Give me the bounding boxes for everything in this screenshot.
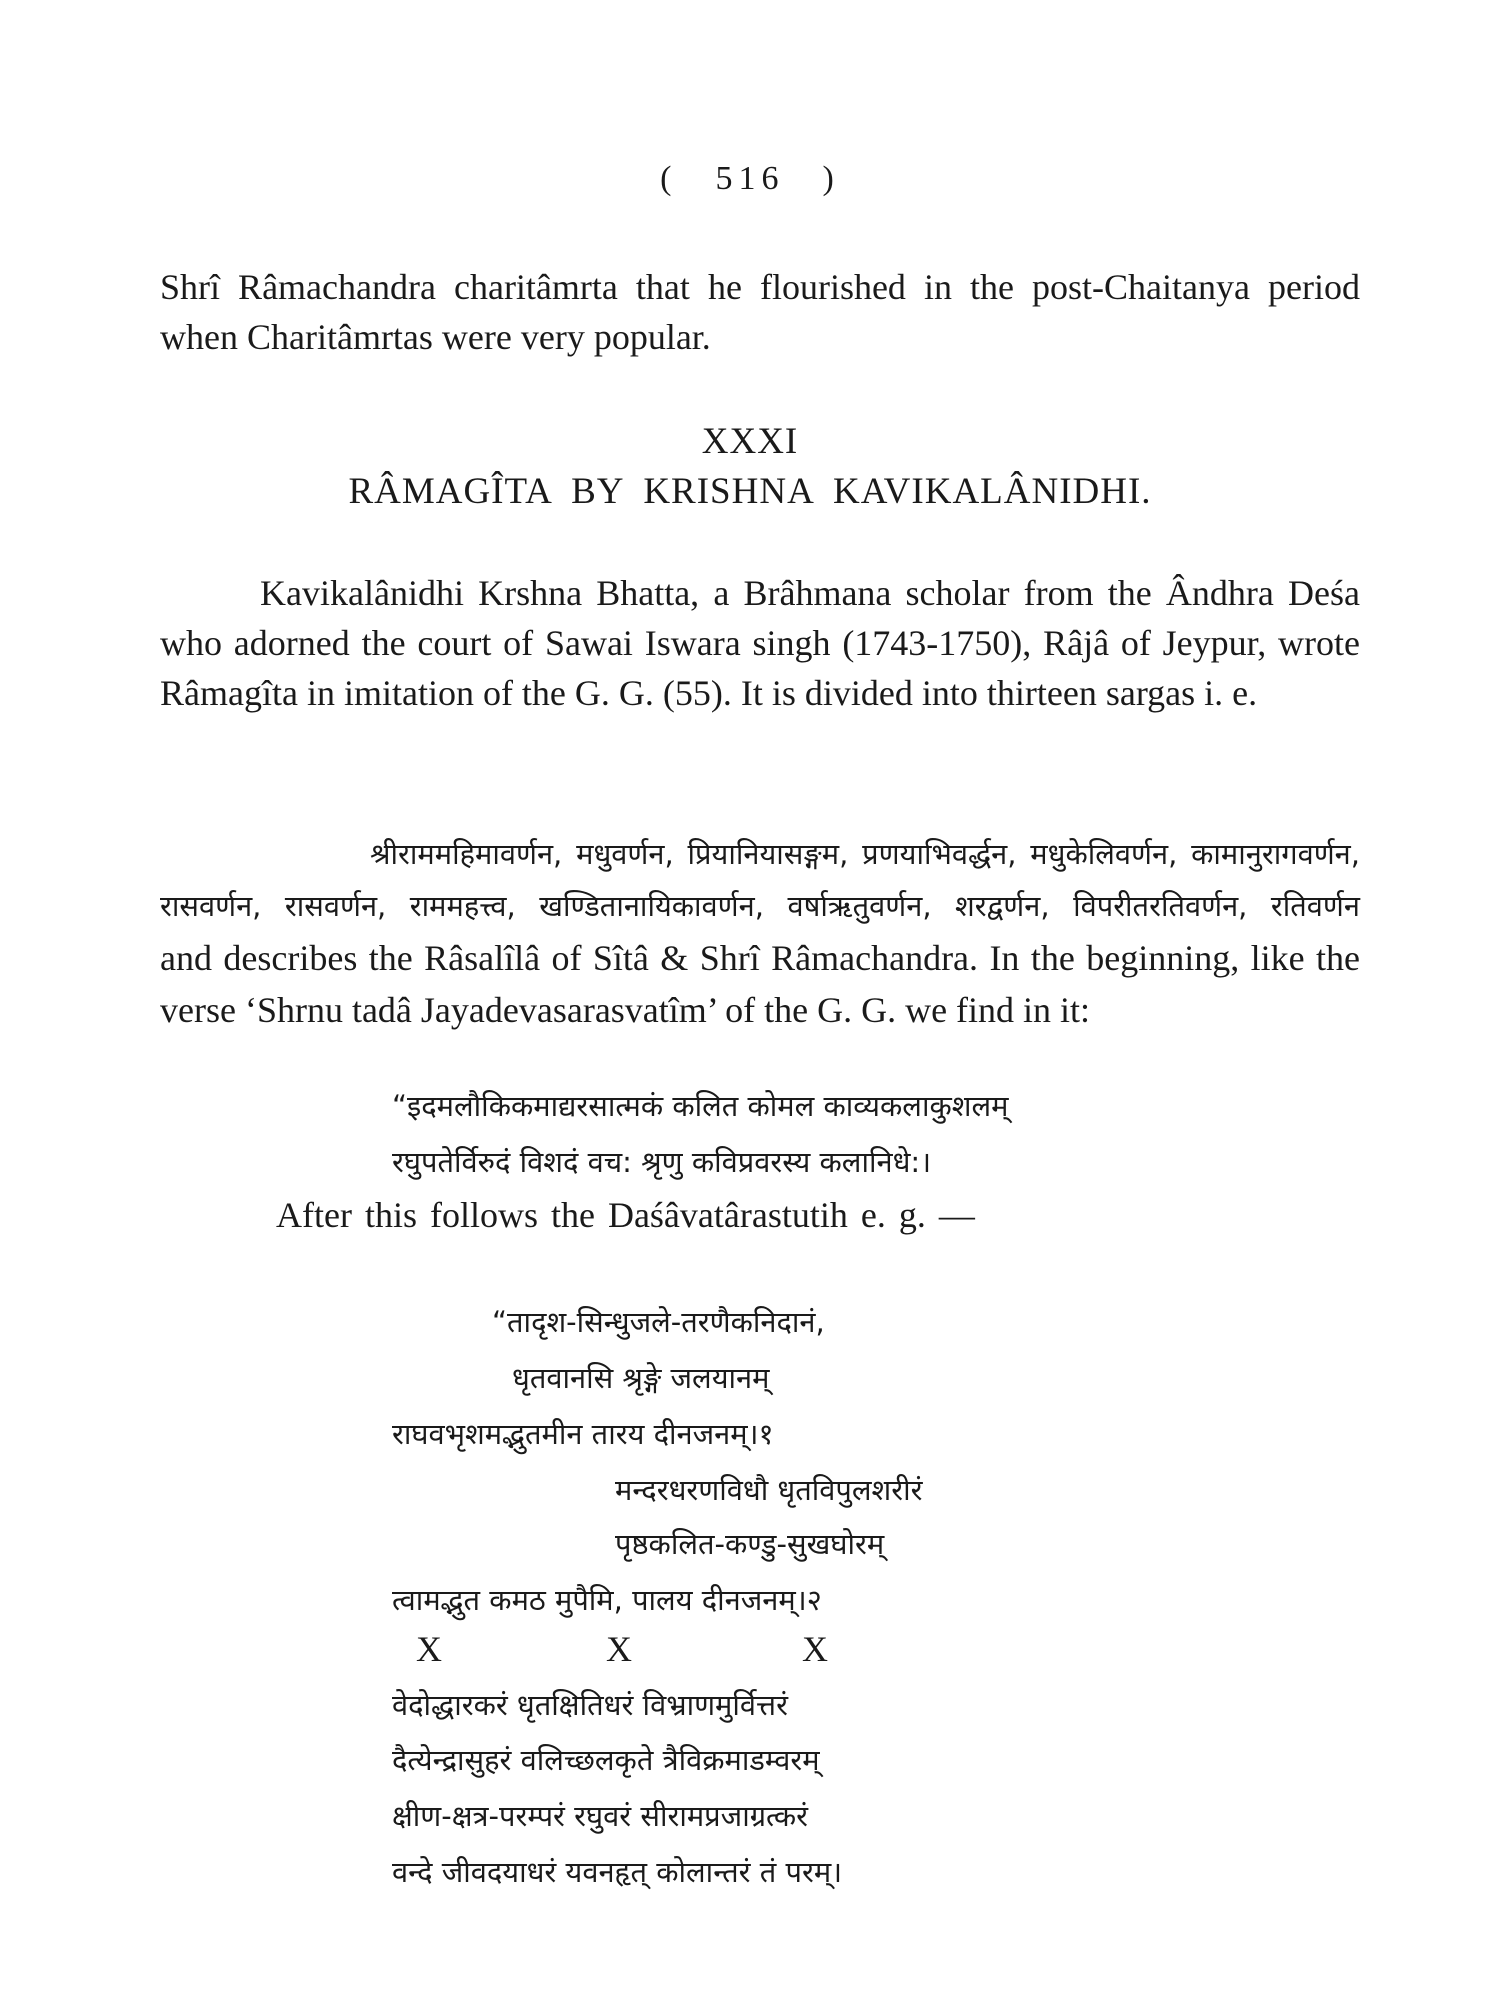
sarga-paragraph (160, 828, 1360, 1036)
stotra-line-2: धृतवानसि श्रृङ्गे जलयानम् (512, 1361, 770, 1395)
omission-mark: X (416, 1629, 442, 1669)
body-paragraph-2: Kavikalânidhi Krshna Bhatta, a Brâhmana scholar from the Ândhra Deśa who adorned the court of Sawai Iswara singh (1743-1750), Râjâ of Jeypur, wrote Râmagîta in imitation of the G. G. (55). It is divided into thirteen sargas i. e. (160, 573, 1360, 713)
stotra-line-9: क्षीण-क्षत्र-परम्परं रघुवरं सीरामप्रजाग्रत्करं (392, 1799, 809, 1833)
stotra-line-5: पृष्ठकलित-कण्डु-सुखघोरम् (615, 1527, 885, 1561)
quote-line-1: “इदमलौकिकमाद्यरसात्मकं कलित कोमल काव्यकलाकुशलम् (392, 1089, 1009, 1123)
omission-mark: X (802, 1629, 828, 1669)
section-title: RÂMAGÎTA BY KRISHNA KAVIKALÂNIDHI. (348, 471, 1152, 512)
intro-paragraph: Shrî Râmachandra charitâmrta that he flourished in the post-Chaitanya period when Charitâmrtas were very popular. (160, 267, 1360, 357)
page-number (0, 160, 1500, 198)
page-number-open: ( (660, 160, 678, 197)
stotra-line-4: मन्दरधरणविधौ धृतविपुलशरीरं (615, 1473, 923, 1507)
stotra-line-1: “तादृश-सिन्धुजले-तरणैकनिदानं, (492, 1305, 825, 1339)
sarga-list-line-2: रासवर्णन, रासवर्णन, राममहत्त्व, खण्डितानायिकावर्णन, वर्षाऋतुवर्णन, शरद्वर्णन, विपरीतरतिवर्णन, रतिवर्णन (160, 889, 1360, 923)
after-line: After this follows the Daśâvatârastutih e. g. — (276, 1195, 975, 1235)
omission-mark: X (606, 1629, 632, 1669)
stotra-line-3: राघवभृशमद्भुतमीन तारय दीनजनम्।१ (392, 1417, 774, 1451)
stotra-line-6: त्वामद्भुत कमठ मुपैमि, पालय दीनजनम्।२ (392, 1583, 822, 1617)
sarga-list-line-1: श्रीराममहिमावर्णन, मधुवर्णन, प्रियानियासङ्गम, प्रणयाभिवर्द्धन, मधुकेलिवर्णन, कामानुरागवर्णन, (370, 837, 1360, 871)
body-paragraph-3: and describes the Râsalîlâ of Sîtâ & Shrî Râmachandra. In the beginning, like the verse ‘Shrnu tadâ Jayadevasarasvatîm’ of the G. G. we find in it: (160, 938, 1360, 1030)
section-number: XXXI (701, 421, 799, 462)
stotra-line-8: दैत्येन्द्रासुहरं वलिच्छलकृते त्रैविक्रमाडम्वरम् (392, 1743, 820, 1777)
quote-line-2: रघुपतेर्विरुदं विशदं वच: श्रृणु कविप्रवरस्य कलानिधे:। (392, 1145, 932, 1179)
stotra-line-10: वन्दे जीवदयाधरं यवनहृत् कोलान्तरं तं परम्। (392, 1855, 843, 1889)
page-number-close: ) (822, 160, 840, 197)
page-number-value: 516 (715, 160, 785, 197)
stotra-line-7: वेदोद्धारकरं धृतक्षितिधरं विभ्राणमुर्वित्तरं (392, 1688, 788, 1722)
